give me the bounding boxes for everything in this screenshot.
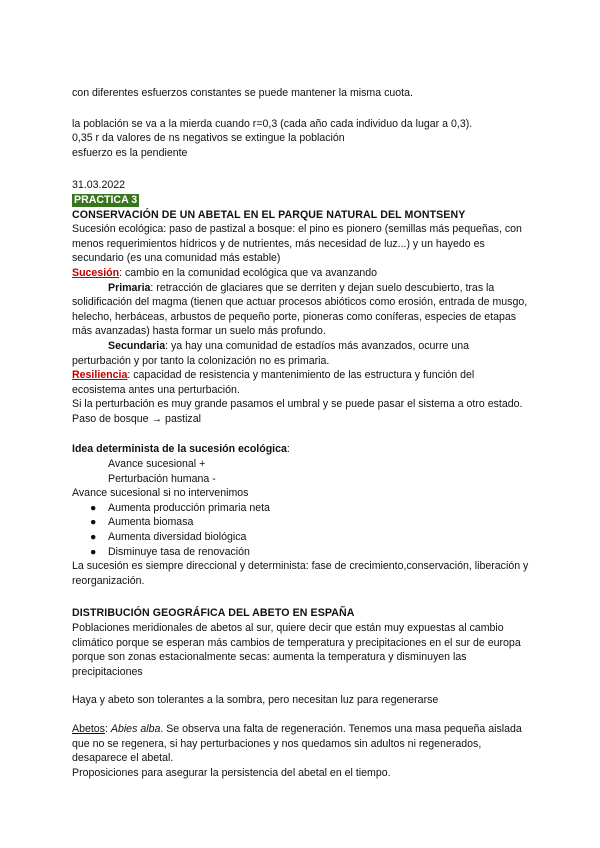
proposiciones-paragraph: Proposiciones para asegurar la persistencia del abetal en el tiempo. [72,766,391,779]
bullet-icon: ● [90,545,97,558]
direccional-paragraph: La sucesión es siempre direccional y determinista: fase de crecimiento,conservación, liberación y reorganización. [72,560,529,587]
secundaria-definition [72,339,530,354]
abetos-paragraph [72,722,530,766]
abetos-species: Abies alba [110,722,161,735]
bullet-icon: ● [90,531,97,544]
abetos-colon: : [104,722,111,735]
secundaria-text: : ya hay una comunidad de estadíos más avanzados, ocurre una [165,339,470,352]
idea-heading-colon: : [286,443,290,456]
idea-heading [72,442,530,457]
idea-section [72,442,530,588]
avance-si-no-line: Avance sucesional si no intervenimos [72,487,249,500]
list-item: ● Aumenta producción primaria neta [90,501,270,514]
bullet-icon: ● [90,516,97,529]
sucesion-definition [72,266,530,281]
distribucion-paragraph: Poblaciones meridionales de abetos al sur, quiere decir que están muy expuestas al cambio climático porque se esperan más cambios de temperatura y precipitaciones en el sur de europa porque son zonas estacionalmente secas: aumenta la temperatura y disminuyen las precipitaciones [72,622,521,678]
list-item: ● Aumenta biomasa [90,516,194,529]
practica-header [72,178,530,222]
distribucion-title: DISTRIBUCIÓN GEOGRÁFICA DEL ABETO EN ESPAÑA [72,607,355,620]
haya-paragraph: Haya y abeto son tolerantes a la sombra, pero necesitan luz para regenerarse [72,694,439,707]
list-item: ● Aumenta diversidad biológica [90,531,247,544]
intro-line-2: la población se va a la mierda cuando r=0,3 (cada año cada individuo da lugar a 0,3). [72,117,473,130]
primaria-term: Primaria [108,281,151,294]
sucesion-ecologica-paragraph: Sucesión ecológica: paso de pastizal a bosque: el pino es pionero (semillas más pequeñas, con menos requerimientos hídricos y de nutrientes, más necesidad de luz...) y un hayedo es secundario (es una comunidad más estable) [72,223,522,265]
intro-notes [72,117,530,161]
abetos-term: Abetos [72,722,105,735]
primaria-definition [72,281,530,296]
intro-line-1: con diferentes esfuerzos constantes se puede mantener la misma cuota. [72,87,413,99]
document-page [72,86,530,780]
list-item: ● Disminuye tasa de renovación [90,545,250,558]
sucesion-term: Sucesión [72,266,120,279]
resiliencia-definition [72,368,530,397]
secundaria-term: Secundaria [108,339,166,352]
secundaria-continuation: perturbación y por tanto la colonización no es primaria. [72,354,330,367]
practica-badge: PRACTICA 3 [74,193,138,206]
intro-line-3: 0,35 r da valores de ns negativos se extingue la población [72,132,345,145]
abetos-text: . Se observa una falta de regeneración. Tenemos una masa pequeña aislada que no se regenera, si hay perturbaciones y nos quedamos sin adultos ni regenerados, desaparece el abetal. [72,722,522,765]
resiliencia-term: Resiliencia [72,369,128,382]
practica-title: CONSERVACIÓN DE UN ABETAL EN EL PARQUE NATURAL DEL MONTSENY [72,208,466,221]
idea-heading-text: Idea determinista de la sucesión ecológica [72,443,287,456]
effects-list [72,501,530,559]
resiliencia-text: : capacidad de resistencia y mantenimiento de las estructura y función del ecosistema antes una perturbación. [72,369,475,396]
date-label: 31.03.2022 [72,179,126,192]
intro-line-4: esfuerzo es la pendiente [72,146,188,159]
avance-line: Avance sucesional + [108,458,206,471]
sucesion-text: : cambio en la comunidad ecológica que va avanzando [119,266,378,279]
umbral-paragraph: Si la perturbación es muy grande pasamos el umbral y se puede pasar el sistema a otro estado. Paso de bosque → pastizal [72,398,523,425]
primaria-text: : retracción de glaciares que se derriten y dejan suelo descubierto, tras la [150,281,495,294]
primaria-continuation: solidificación del magma (tienen que actuar procesos abióticos como erosión, entrada de musgo, helecho, herbáceas, arbustos de pequeño porte, pioneras como coníferas, especies de etapas más avanzadas) hasta formar un suelo más profundo. [72,296,528,338]
distribucion-section [72,606,530,679]
perturbacion-line: Perturbación humana - [108,472,216,485]
bullet-icon: ● [90,501,97,514]
